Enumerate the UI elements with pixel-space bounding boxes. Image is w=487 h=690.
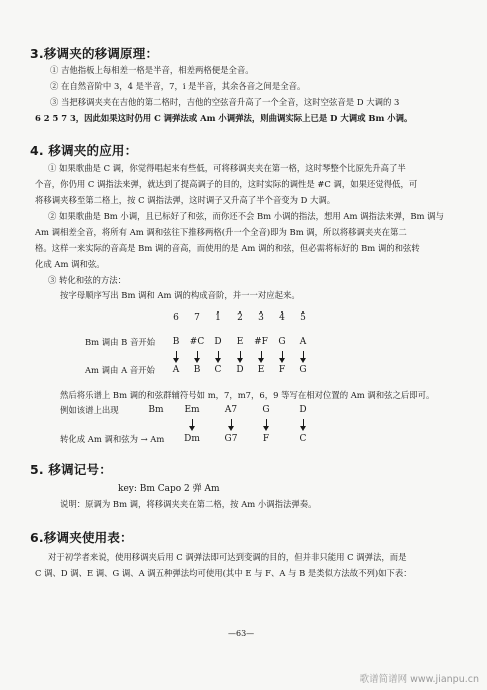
- watermark: 歌谱简谱网 www.jianpu.cn: [359, 674, 479, 685]
- sec3-p1: ① 吉他指板上每相差一格是半音，相差两格便是全音。: [50, 65, 254, 75]
- converted-chord: G7: [224, 434, 238, 444]
- sec4-p1a: ① 如果歌曲是 C 调，你觉得唱起来有些低，可将移调夹夹在第一格，这时琴整个比原先升高了半: [48, 163, 406, 173]
- page-number: —63—: [228, 629, 255, 638]
- scale-number: 2: [237, 313, 243, 323]
- key-line: key: Bm Capo 2 弹 Am: [118, 484, 220, 494]
- down-arrow-icon: [257, 351, 265, 363]
- octave-dot: [260, 311, 262, 313]
- sec4-p2c: 格。这样一来实际的音高是 Bm 调的音高，而使用的是 Am 调的和弦，但必需将标好的 Bm 调的和弦转: [35, 243, 420, 253]
- sec4-p1b: 个音，你仍用 C 调指法来弹，就达到了提高调子的目的，这时实际的调性是 #C 调，如果还觉得低，可: [35, 179, 418, 189]
- scale-number: 6: [173, 313, 179, 323]
- row2-label: Am 调由 A 音开始: [85, 365, 155, 375]
- scale-number: 7: [194, 313, 200, 323]
- sec3-p3b: 6 2 5 7 3，因此如果这时仍用 C 调弹法或 Am 小调弹法，则曲调实际上已是 D 大调或 Bm 小调。: [35, 113, 413, 123]
- bm-note: E: [236, 337, 244, 347]
- bm-note: #F: [254, 337, 268, 347]
- down-arrow-icon: [278, 351, 286, 363]
- converted-chord: Dm: [184, 434, 200, 444]
- octave-dot: [281, 311, 283, 313]
- sec4-p3b: 按字母顺序写出 Bm 调和 Am 调的构成音阶，并一一对应起来。: [60, 290, 300, 300]
- sec3-p3a: ③ 当把移调夹夹在吉他的第二格时，吉他的空弦音升高了一个全音，这时空弦音是 D 大调的 3: [50, 97, 400, 107]
- sec6-p1b: C 调、D 调、E 调、G 调、A 调五种弹法均可使用(其中 E 与 F、A 与 B 是类似方法故不列)如下表：: [35, 568, 412, 578]
- bm-note: B: [172, 337, 180, 347]
- converted-chord: C: [299, 434, 307, 444]
- am-note: D: [236, 365, 244, 375]
- convert-label: 转化成 Am 调和弦为 → Am: [60, 434, 165, 444]
- octave-dot: [302, 311, 304, 313]
- down-arrow-icon: [262, 419, 270, 431]
- bm-note: A: [299, 337, 307, 347]
- am-note: F: [278, 365, 286, 375]
- sec4-p2a: ② 如果歌曲是 Bm 小调，且已标好了和弦，而你还不会 Bm 小调的指法，想用 Am 调指法来弹，Bm 调与: [48, 211, 444, 221]
- octave-dot: [217, 311, 219, 313]
- down-arrow-icon: [193, 351, 201, 363]
- octave-dot: [239, 311, 241, 313]
- scale-number: 4: [279, 313, 285, 323]
- sec4-p2d: 化成 Am 调和弦。: [35, 259, 105, 269]
- am-note: G: [299, 365, 307, 375]
- bm-note: G: [278, 337, 286, 347]
- section-5-title: 5. 移调记号：: [30, 462, 112, 477]
- section-4-title: 4. 移调夹的应用：: [30, 143, 138, 158]
- sec5-explain: 说明：原调为 Bm 调，将移调夹夹在第二格，按 Am 小调指法弹奏。: [60, 499, 317, 509]
- down-arrow-icon: [188, 419, 196, 431]
- down-arrow-icon: [236, 351, 244, 363]
- scale-number: 5: [300, 313, 306, 323]
- sec4-p2b: Am 调相差全音，将所有 Am 调和弦往下推移两格(升一个全音)即为 Bm 调，所以将移调夹夹在第二: [35, 227, 407, 237]
- down-arrow-icon: [299, 351, 307, 363]
- down-arrow-icon: [214, 351, 222, 363]
- example-chord: Em: [184, 405, 200, 415]
- example-chord: G: [262, 405, 270, 415]
- sec3-p2: ② 在自然音阶中 3，4 是半音，7，i 是半音，其余各音之间是全音。: [50, 81, 306, 91]
- bm-note: D: [214, 337, 222, 347]
- sec6-p1a: 对于初学者来说，使用移调夹后用 C 调弹法即可达到变调的目的，但并非只能用 C 调弹法，而是: [48, 552, 407, 562]
- am-note: A: [172, 365, 180, 375]
- example-chord: Bm: [148, 405, 164, 415]
- sec4-p1c: 将移调夹移至第二格上，按 C 调指法弹，这时调子又升高了半个音变为 D 大调。: [35, 195, 336, 205]
- am-note: C: [214, 365, 222, 375]
- am-note: E: [257, 365, 265, 375]
- bm-note: #C: [189, 337, 205, 347]
- converted-chord: F: [262, 434, 270, 444]
- example-label: 例如该谱上出现: [60, 405, 119, 415]
- section-6-title: 6.移调夹使用表：: [30, 530, 133, 545]
- scale-number: 1: [215, 313, 221, 323]
- down-arrow-icon: [172, 351, 180, 363]
- section-3-title: 3.移调夹的移调原理：: [30, 46, 159, 61]
- example-chord: A7: [224, 405, 238, 415]
- down-arrow-icon: [299, 419, 307, 431]
- example-chord: D: [299, 405, 307, 415]
- down-arrow-icon: [227, 419, 235, 431]
- sec4-p3: ③ 转化和弦的方法：: [48, 275, 127, 285]
- sec4-p4: 然后将乐谱上 Bm 调的和弦群辅符号如 m，7，m7，6，9 等写在相对位置的 Am 调和弦之后即可。: [60, 390, 435, 400]
- am-note: B: [193, 365, 201, 375]
- row1-label: Bm 调由 B 音开始: [85, 337, 156, 347]
- scale-number: 3: [258, 313, 264, 323]
